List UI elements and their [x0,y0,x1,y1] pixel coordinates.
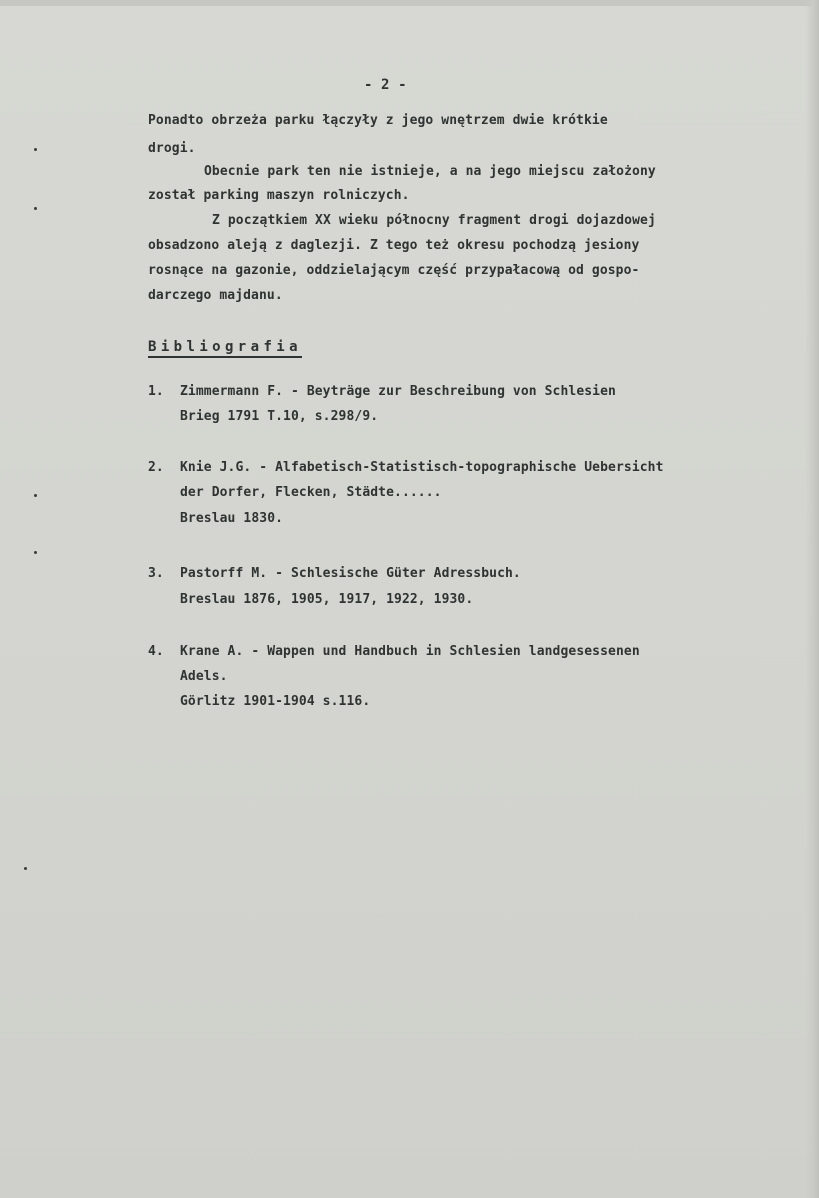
bibliography-entry-line: Krane A. - Wappen und Handbuch in Schlesien landgesessenen [180,644,640,659]
margin-mark [34,207,37,210]
bibliography-entry-number: 2. [148,460,164,475]
bibliography-entry-line: Knie J.G. - Alfabetisch-Statistisch-topographische Uebersicht [180,460,664,475]
paragraph-line: Ponadto obrzeża parku łączyły z jego wnętrzem dwie krótkie [148,113,608,128]
page-number: - 2 - [364,77,407,93]
paragraph-line: Obecnie park ten nie istnieje, a na jego miejscu założony [204,164,656,179]
paragraph-line: rosnące na gazonie, oddzielającym część przypałacową od gospo- [148,263,640,278]
bibliography-entry-line: Breslau 1876, 1905, 1917, 1922, 1930. [180,592,474,607]
bibliography-entry-number: 4. [148,644,164,659]
bibliography-entry-line: Brieg 1791 T.10, s.298/9. [180,409,379,424]
paragraph-line: darczego majdanu. [148,288,283,303]
bibliography-entry-line: Görlitz 1901-1904 s.116. [180,694,371,709]
bibliography-entry-number: 1. [148,384,164,399]
bibliography-entry-line: Pastorff M. - Schlesische Güter Adressbuch. [180,566,521,581]
paragraph-line: drogi. [148,141,196,156]
margin-mark [24,867,27,870]
bibliography-entry-line: der Dorfer, Flecken, Städte...... [180,485,442,500]
page-top-edge [0,0,819,6]
bibliography-entry-number: 3. [148,566,164,581]
bibliography-entry-line: Breslau 1830. [180,511,284,526]
margin-mark [34,551,37,554]
margin-mark [34,148,37,151]
paragraph-line: został parking maszyn rolniczych. [148,188,410,203]
margin-mark [34,494,37,497]
paragraph-line: Z początkiem XX wieku północny fragment drogi dojazdowej [212,213,656,228]
bibliography-heading: Bibliografia [148,339,302,358]
paragraph-line: obsadzono aleją z daglezji. Z tego też okresu pochodzą jesiony [148,238,640,253]
bibliography-entry-line: Adels. [180,669,228,684]
page-right-edge [805,0,819,1198]
bibliography-entry-line: Zimmermann F. - Beyträge zur Beschreibung von Schlesien [180,384,616,399]
